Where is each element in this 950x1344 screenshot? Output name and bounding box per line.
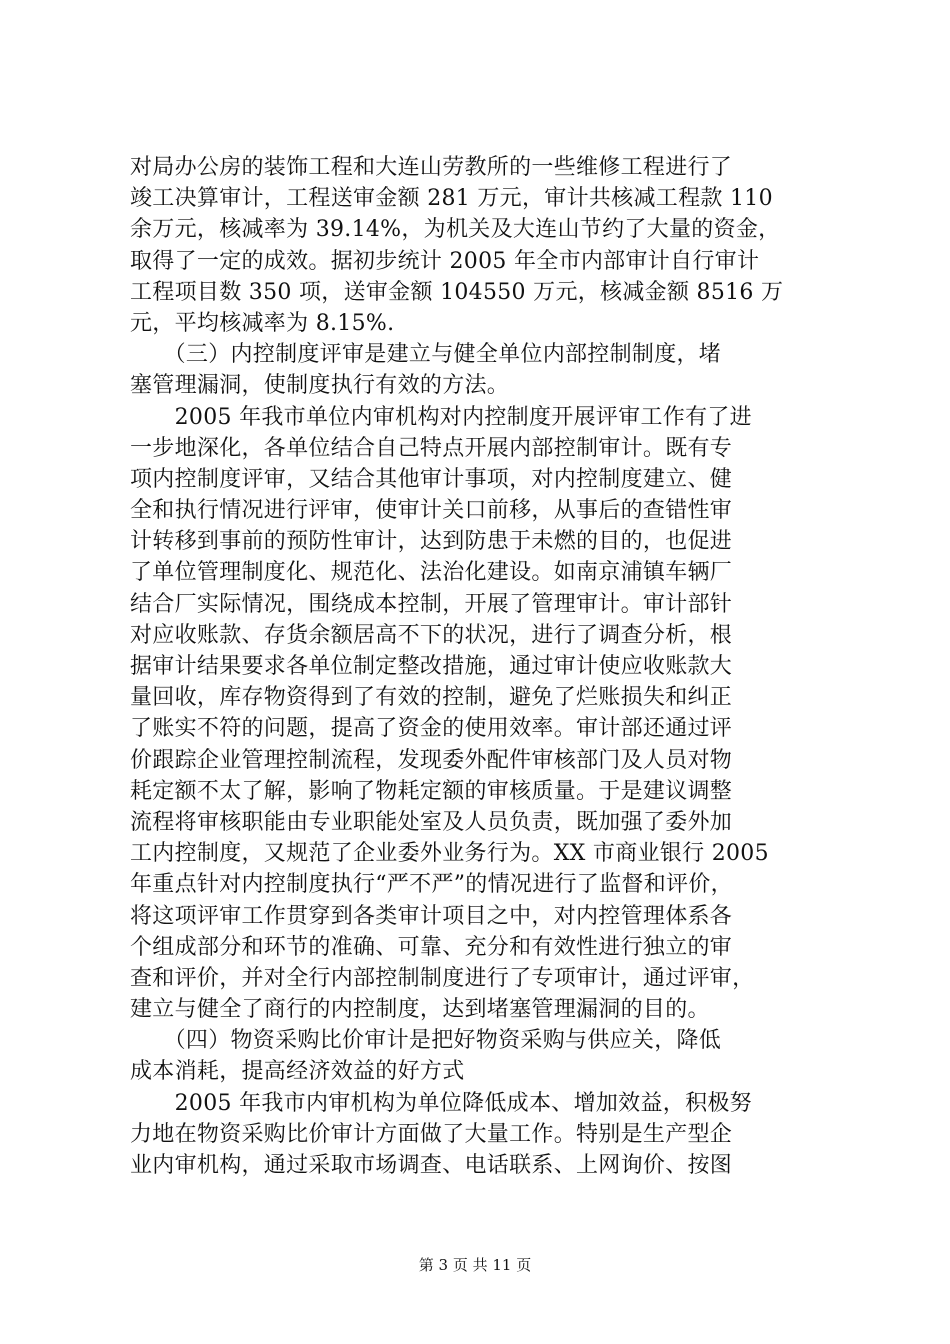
text-line: 取得了一定的成效。据初步统计 2005 年全市内部审计自行审计 bbox=[130, 248, 760, 274]
text-line: 成本消耗，提高经济效益的好方式 bbox=[130, 1059, 465, 1085]
text-line: 建立与健全了商行的内控制度，达到堵塞管理漏洞的目的。 bbox=[130, 997, 710, 1023]
text-line: 据审计结果要求各单位制定整改措施，通过审计使应收账款大 bbox=[130, 654, 733, 679]
text-line: 项内控制度评审，又结合其他审计事项，对内控制度建立、健 bbox=[130, 466, 733, 492]
text-line: 流程将审核职能由专业职能处室及人员负责，既加强了委外加 bbox=[130, 809, 733, 835]
text-line: 了单位管理制度化、规范化、法治化建设。如南京浦镇车辆厂 bbox=[130, 560, 733, 586]
text-line: 计转移到事前的预防性审计，达到防患于未燃的目的，也促进 bbox=[130, 529, 733, 555]
text-line: 了账实不符的问题，提高了资金的使用效率。审计部还通过评 bbox=[130, 716, 733, 742]
text-line: 价跟踪企业管理控制流程，发现委外配件审核部门及人员对物 bbox=[130, 747, 733, 773]
text-line: 查和评价，并对全行内部控制制度进行了专项审计，通过评审， bbox=[130, 965, 755, 991]
text-line: 对应收账款、存货余额居高不下的状况，进行了调查分析，根 bbox=[130, 622, 733, 648]
text-line: 一步地深化，各单位结合自己特点开展内部控制审计。既有专 bbox=[130, 435, 733, 461]
page-footer: 第 3 页 共 11 页 bbox=[418, 1256, 532, 1274]
text-line: 年重点针对内控制度执行“严不严”的情况进行了监督和评价， bbox=[130, 872, 733, 898]
text-line: 量回收，库存物资得到了有效的控制，避免了烂账损失和纠正 bbox=[130, 685, 733, 711]
text-line: 力地在物资采购比价审计方面做了大量工作。特别是生产型企 bbox=[130, 1121, 733, 1147]
text-line: （三）内控制度评审是建立与健全单位内部控制制度，堵 bbox=[130, 342, 722, 368]
text-line: 2005 年我市单位内审机构对内控制度开展评审工作有了进 bbox=[130, 404, 752, 430]
text-line: 工程项目数 350 项，送审金额 104550 万元，核减金额 8516 万 bbox=[130, 279, 784, 305]
text-line: 业内审机构，通过采取市场调查、电话联系、上网询价、按图 bbox=[130, 1153, 733, 1178]
text-line: 2005 年我市内审机构为单位降低成本、增加效益，积极努 bbox=[130, 1090, 752, 1116]
text-line: 竣工决算审计，工程送审金额 281 万元，审计共核减工程款 110 bbox=[130, 186, 773, 212]
text-line: 耗定额不太了解，影响了物耗定额的审核质量。于是建议调整 bbox=[130, 778, 733, 804]
text-line: 将这项评审工作贯穿到各类审计项目之中，对内控管理体系各 bbox=[130, 903, 733, 929]
document-body bbox=[130, 152, 836, 1181]
text-line: （四）物资采购比价审计是把好物资采购与供应关，降低 bbox=[130, 1028, 722, 1054]
text-line: 工内控制度，又规范了企业委外业务行为。XX 市商业银行 2005 bbox=[130, 841, 769, 867]
text-line: 对局办公房的装饰工程和大连山劳教所的一些维修工程进行了 bbox=[130, 155, 733, 180]
text-line: 塞管理漏洞，使制度执行有效的方法。 bbox=[130, 373, 510, 399]
text-line: 个组成部分和环节的准确、可靠、充分和有效性进行独立的审 bbox=[130, 934, 733, 960]
text-line: 余万元，核减率为 39.14%，为机关及大连山节约了大量的资金， bbox=[130, 217, 781, 243]
text-line: 元，平均核减率为 8.15%. bbox=[130, 310, 395, 336]
text-line: 全和执行情况进行评审，使审计关口前移，从事后的查错性审 bbox=[130, 498, 733, 524]
text-line: 结合厂实际情况，围绕成本控制，开展了管理审计。审计部针 bbox=[130, 591, 733, 617]
